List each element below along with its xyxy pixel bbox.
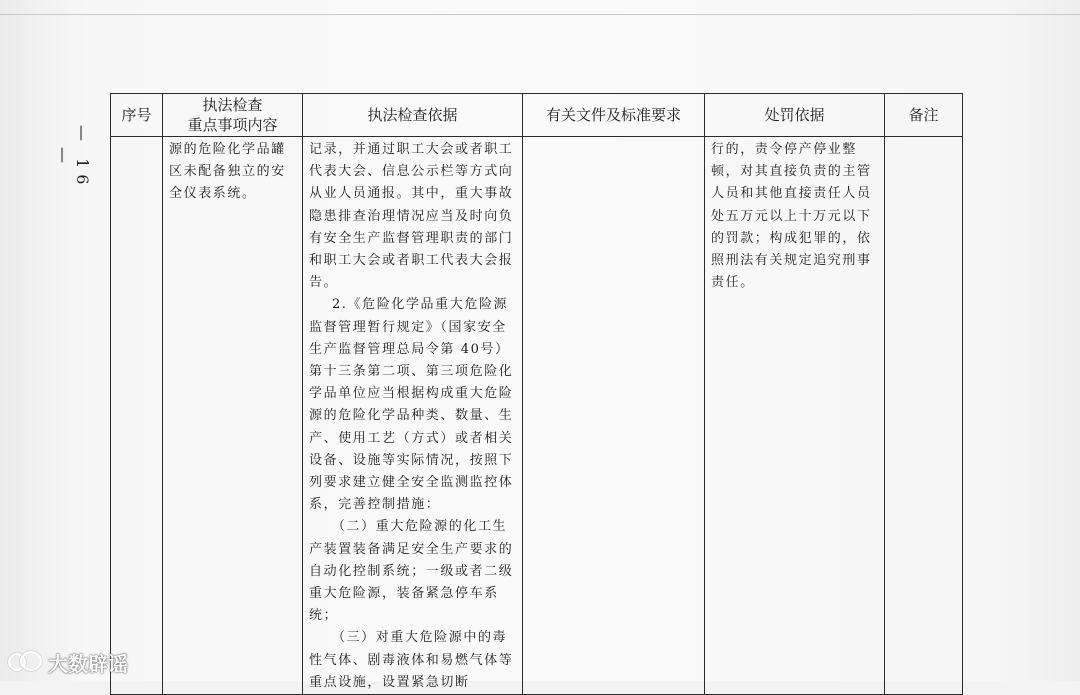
cell-penalty-basis: 行的，责令停产停业整顿，对其直接负责的主管人员和其他直接责任人员处五万元以上十万元以下的罚款；构成犯罪的，依照刑法有关规定追究刑事责任。 (705, 137, 885, 695)
cell-inspection-basis: 记录，并通过职工大会或者职工代表大会、信息公示栏等方式向从业人员通报。其中，重大事故隐患排查治理情况应当及时向负有安全生产监督管理职责的部门和职工大会或者职工代表大会报告。 2.《危险化学品重大危险源监督管理暂行规定》（国家安全生产监督管理总局令第 40号）第十三条第二项、第三项危险化学品单位应当根据构成重大危险源的危险化学品种类、数量、生产、使用工艺（方式）或者相关设备、设施等实际情况，按照下列要求建立健全安全监测监控体系，完善控制措施： （二）重大危险源的化工生产装置装备满足安全生产要求的自动化控制系统；一级或者二级重大危险源，装备紧急停车系统； （三）对重大危险源中的毒性气体、剧毒液体和易燃气体等重点设施，设置紧急切断 (303, 137, 523, 695)
watermark (8, 648, 128, 676)
header-inspection-item: 执法检查 重点事项内容 (163, 94, 303, 137)
header-seq: 序号 (111, 94, 163, 137)
page-top-edge (0, 14, 1080, 15)
cell-inspection-item: 源的危险化学品罐区未配备独立的安全仪表系统。 (163, 137, 303, 695)
header-remarks: 备注 (885, 94, 963, 137)
header-standards: 有关文件及标准要求 (523, 94, 705, 137)
page-number: — 16 — (54, 125, 92, 191)
table-header-row (111, 94, 963, 137)
enforcement-table (110, 93, 963, 695)
cell-standards (523, 137, 705, 695)
table-row (111, 137, 963, 695)
cell-seq (111, 137, 163, 695)
header-penalty-basis: 处罚依据 (705, 94, 885, 137)
speech-bubbles-logo-icon (8, 651, 42, 673)
header-inspection-basis: 执法检查依据 (303, 94, 523, 137)
cell-remarks (885, 137, 963, 695)
watermark-text: 大数辟谣 (48, 651, 128, 676)
